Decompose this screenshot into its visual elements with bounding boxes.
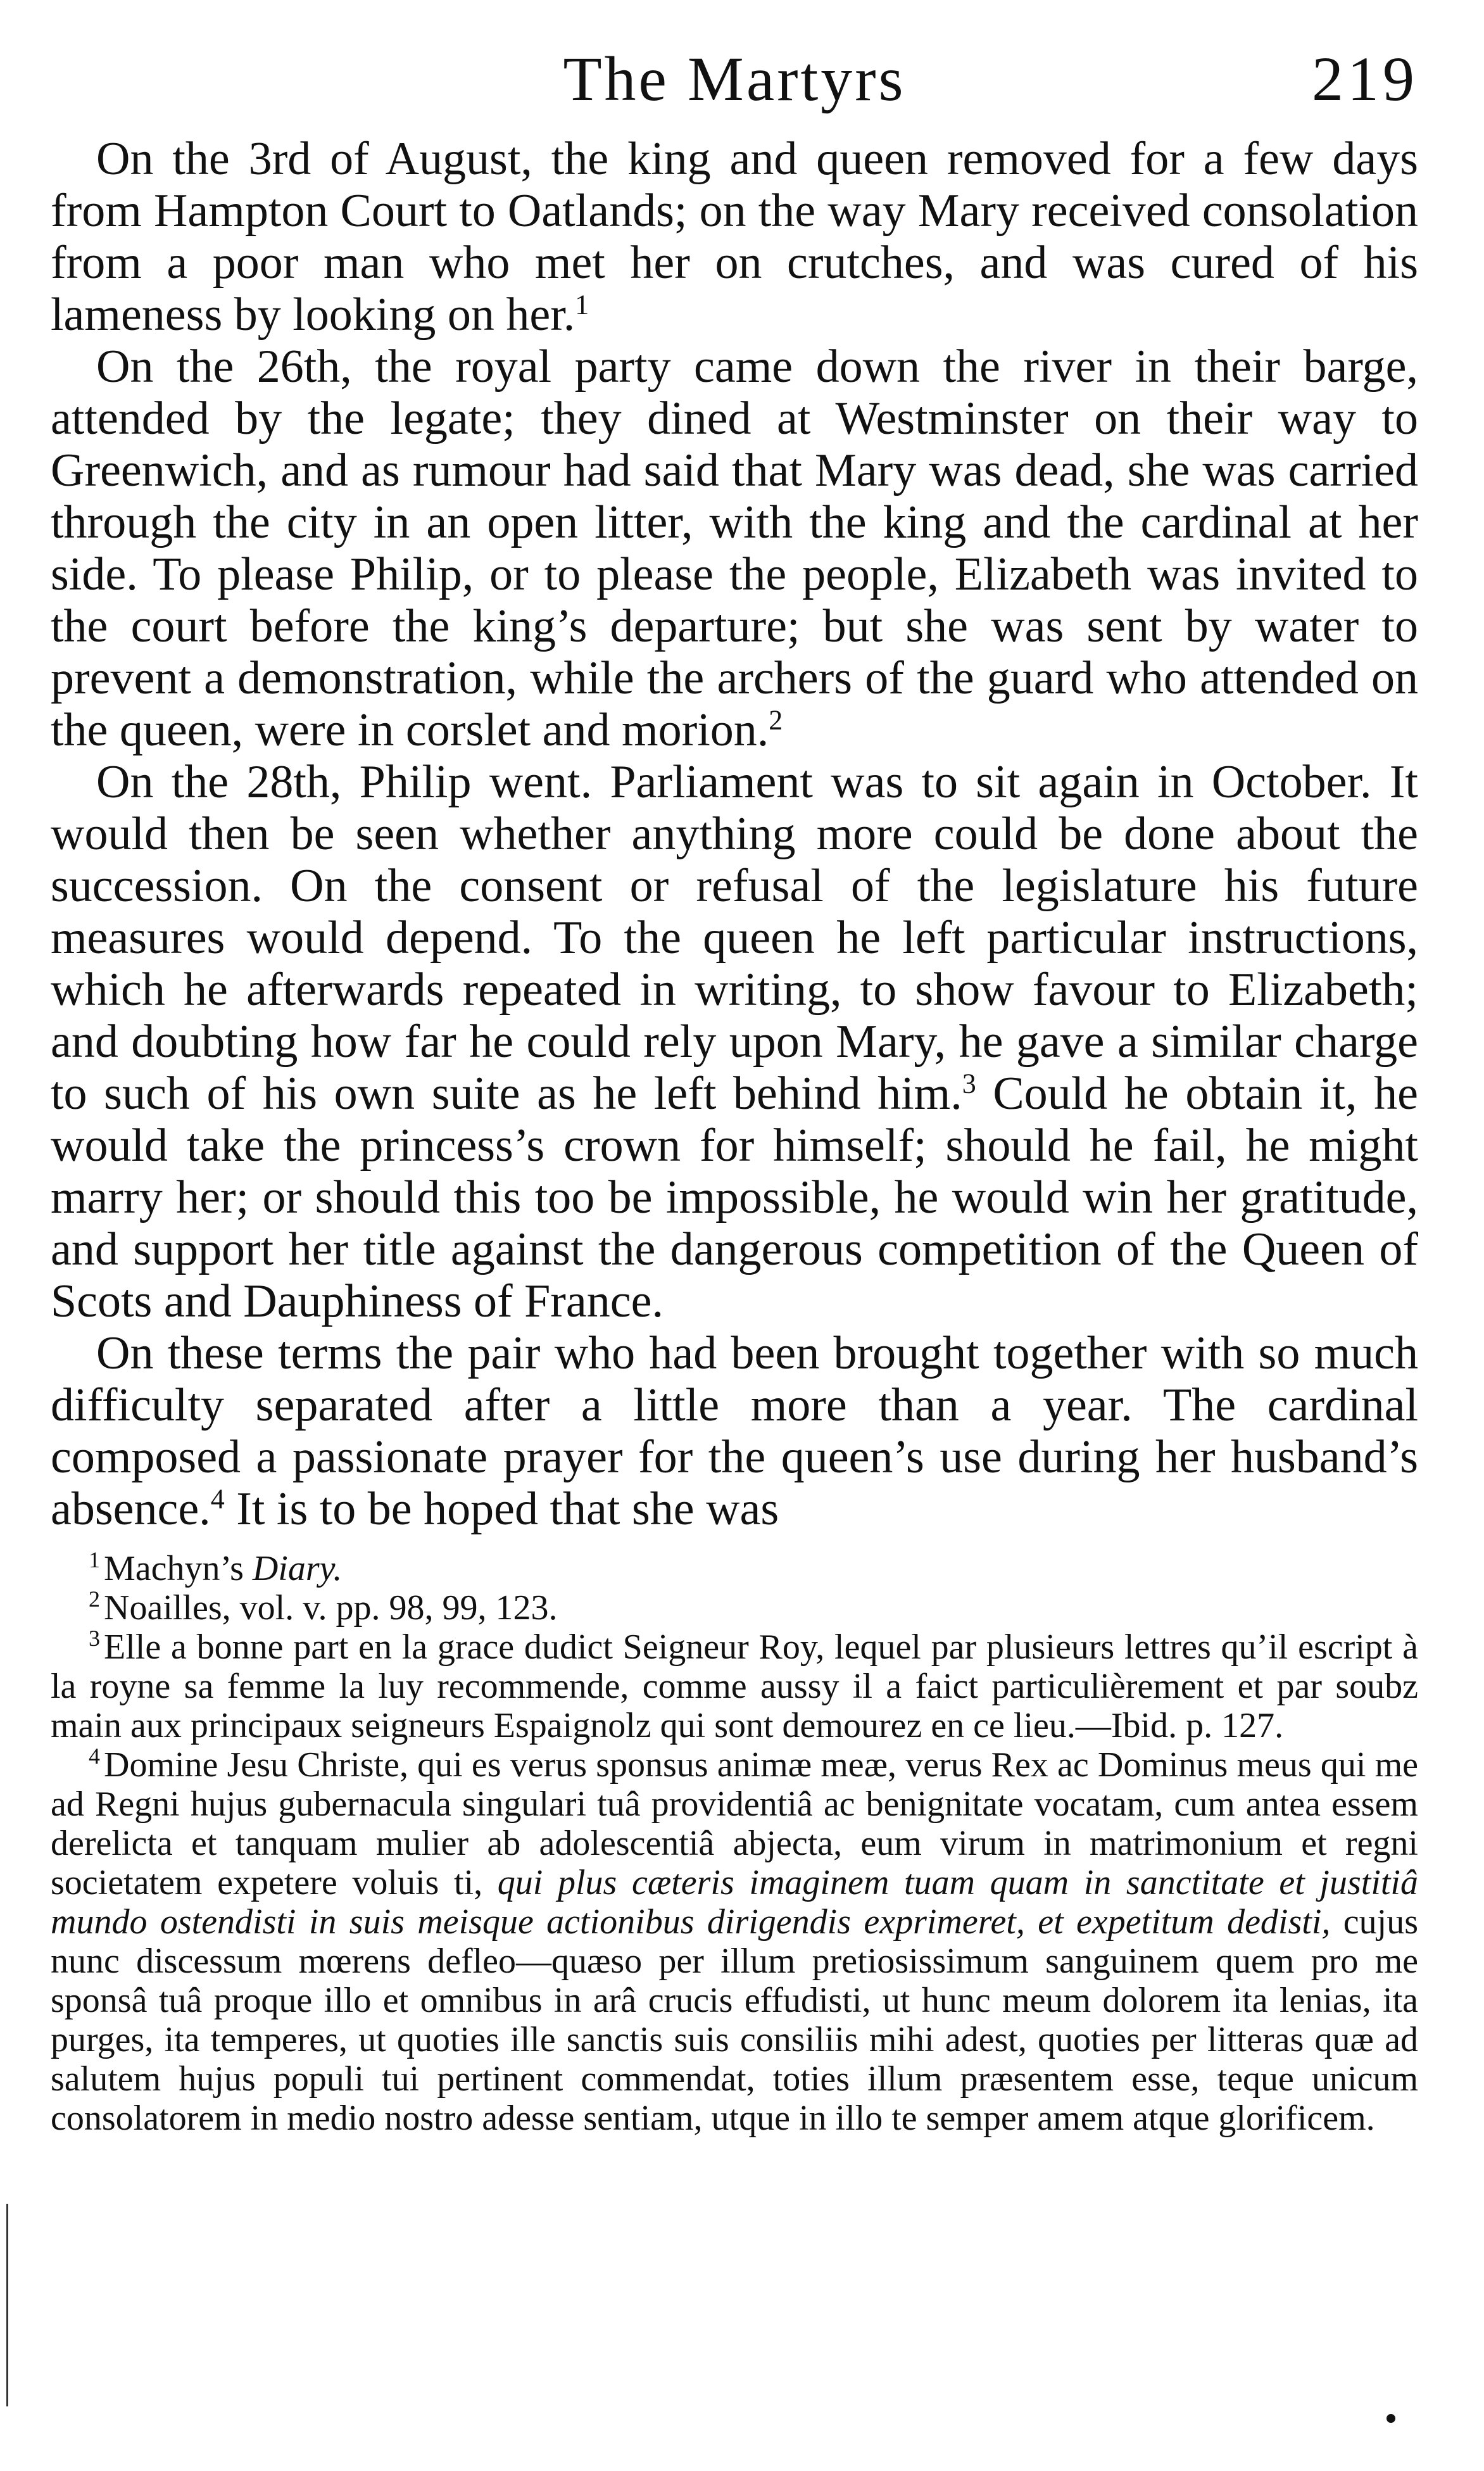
footnote [51, 1627, 1418, 1745]
paragraph [51, 341, 1418, 756]
footnote-reference: 2 [769, 704, 783, 736]
text-segment: cujus nunc discessum mœrens defleo—quæso per illum pretiosissimum sanguinem quem pro me sponsâ tuâ proque illo et omnibus in arâ crucis effudisti, ut hunc meum dolorem ita lenias, ita purges, ita temperes, ut quoties ille sanctis suis consiliis mihi adest, quoties per litteras quæ ad salutem hujus populi tui pertinent commendat, toties illum præsentem esse, teque unicum consolatorem in medio nostro adesse sentiam, utque in illo te semper amem atque glorificem. [51, 1902, 1418, 2138]
text-segment: On the 28th, Philip went. Parliament was to sit again in October. It would then be seen whether anything more could be done about the succession. On the consent or refusal of the legislature his future measures would depend. To the queen he left particular instructions, which he afterwards repeated in writing, to show favour to Elizabeth; and doubting how far he could rely upon Mary, he gave a similar charge to such of his own suite as he left behind him. [51, 756, 1418, 1120]
text-segment: On the 3rd of August, the king and queen removed for a few days from Hampton Court to Oatlands; on the way Mary received consolation from a poor man who met her on crutches, and was cured of his lameness by looking on her. [51, 133, 1418, 341]
page-number: 219 [1312, 44, 1418, 114]
footnote-reference: 4 [210, 1483, 225, 1515]
text-segment: Could he obtain it, he would take the princess’s crown for himself; should he fail, he might marry her; or should this too be impossible, he would win her gratitude, and support her title against the dangerous competition of the Queen of Scots and Dauphiness of France. [51, 1068, 1418, 1327]
footnote-reference: 3 [962, 1068, 976, 1099]
footnote-mark: 1 [89, 1547, 100, 1573]
italic-text: qui plus cæteris imaginem tuam quam in sanctitate et justitiâ mundo ostendisti in suis meisque actionibus dirigendis exprimeret, et expetitum dedisti, [51, 1863, 1418, 1942]
footnote-mark: 4 [89, 1743, 100, 1769]
running-title: The Martyrs [563, 44, 906, 114]
paragraph [51, 133, 1418, 341]
footnote [51, 1549, 1418, 1588]
paragraph [51, 1327, 1418, 1535]
footnote-mark: 3 [89, 1626, 100, 1652]
page-header [51, 38, 1418, 127]
text-segment: On the 26th, the royal party came down the river in their barge, attended by the legate; they dined at Westminster on their way to Greenwich, and as rumour had said that Mary was dead, she was carried through the city in an open litter, with the king and the cardinal at her side. To please Philip, or to please the people, Elizabeth was invited to the court before the king’s departure; but she was sent by water to prevent a demonstration, while the archers of the guard who attended on the queen, were in corslet and morion. [51, 341, 1418, 756]
paragraph [51, 756, 1418, 1327]
text-segment: Elle a bonne part en la grace dudict Seigneur Roy, lequel par plusieurs lettres qu’il escript à la royne sa femme la luy recommende, comme aussy il a faict particulièrement et par soubz main aux principaux seigneurs Espaignolz qui sont demourez en ce lieu.—Ibid. p. 127. [51, 1627, 1418, 1745]
text-segment: Machyn’s [104, 1549, 253, 1588]
text-segment: Domine Jesu Christe, qui es verus sponsus animæ meæ, verus Rex ac Dominus meus qui me ad Regni hujus gubernacula singulari tuâ providentiâ ac benignitate vocatam, cum antea essem derelicta et tanquam mulier ab adolescentiâ abjecta, eum virum in matrimonium et regni societatem expetere voluis ti, [51, 1745, 1418, 1902]
italic-text: Diary. [252, 1549, 343, 1588]
footnotes [51, 1549, 1418, 2138]
text-segment: It is to be hoped that she was [224, 1483, 779, 1535]
footnote-reference: 1 [575, 289, 589, 320]
footnote [51, 1588, 1418, 1627]
margin-dot [1387, 2414, 1395, 2423]
footnote [51, 1745, 1418, 2138]
body-text [51, 133, 1418, 1535]
book-page [51, 38, 1418, 2138]
page-edge-line [6, 2204, 8, 2406]
text-segment: On these terms the pair who had been brought together with so much difficulty separated after a little more than a year. The cardinal composed a passionate prayer for the queen’s use during her husband’s absence. [51, 1327, 1418, 1535]
footnote-mark: 2 [89, 1586, 100, 1612]
text-segment: Noailles, vol. v. pp. 98, 99, 123. [104, 1588, 558, 1627]
